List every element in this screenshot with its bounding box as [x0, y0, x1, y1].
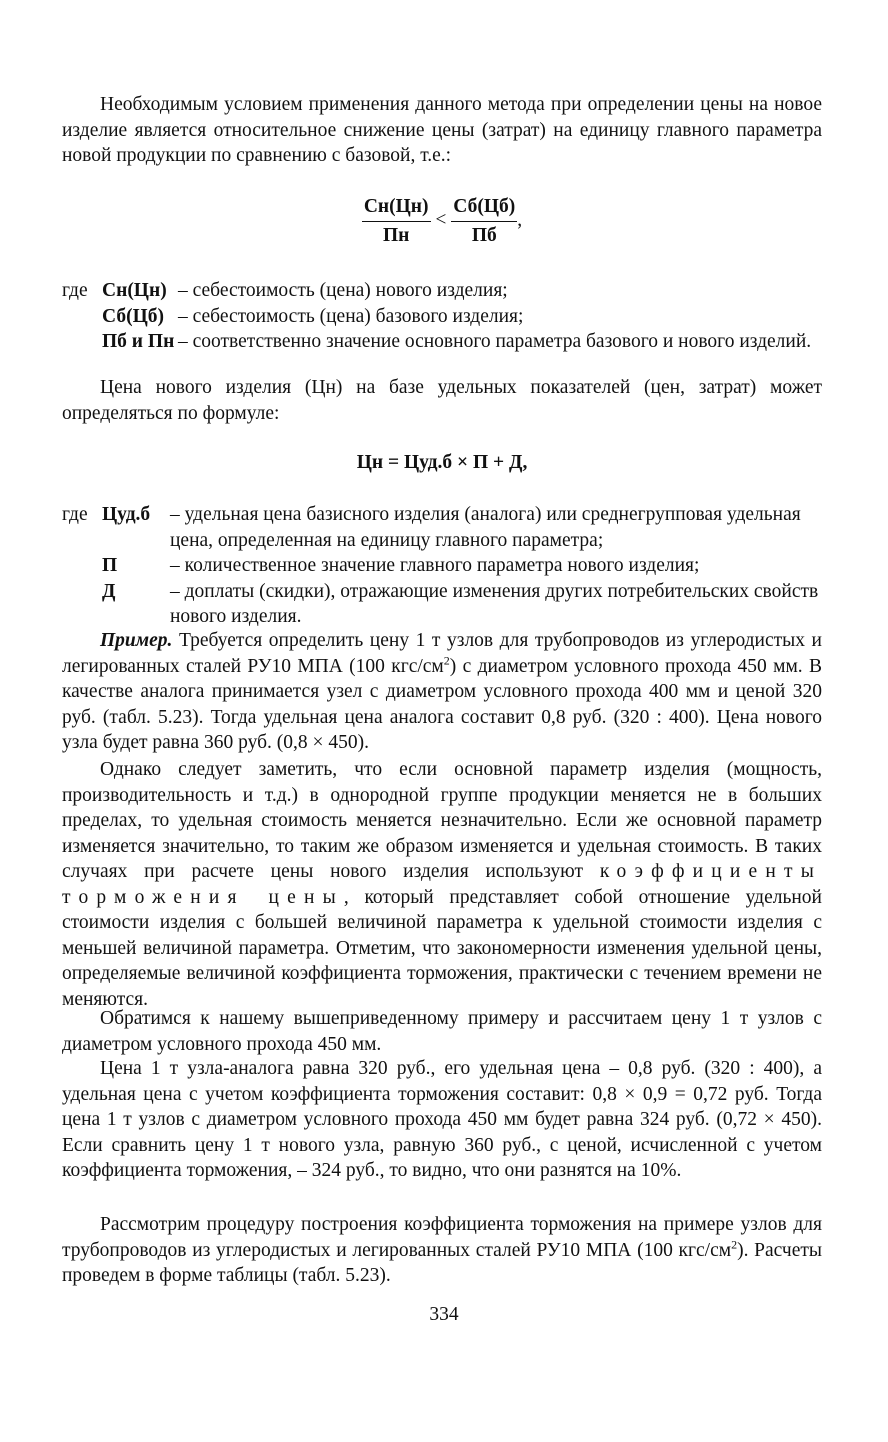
fraction-new-denominator: Пн [382, 224, 410, 246]
paragraph-recalc: Обратимся к нашему вышеприведенному примеру и рассчитаем цену 1 т узлов с диаметром условного прохода 450 мм. [62, 1008, 822, 1055]
formula-price: Цн = Цуд.б × П + Д, [356, 452, 528, 473]
paragraph-calculation: Цена 1 т узла-аналога равна 320 руб., его удельная цена – 0,8 руб. (320 : 400), а удельная цена с учетом коэффициента торможения составит: 0,8 × 0,9 = 0,72 руб. Тогда цена 1 т узлов с диаметром условного прохода 450 мм будет равна 324 руб. (0,72 × 450). Если сравнить цену 1 т нового узла, равную 360 руб., с ценой, исчисленной с учетом коэффициента торможения, – 324 руб., то видно, что они разнятся на 10%. [62, 1058, 822, 1181]
definition-item: Пб и Пн – соответственно значение основного параметра базового и нового изделий. [102, 331, 812, 352]
fraction-new [362, 194, 431, 248]
definitions-list-2 [62, 502, 822, 630]
paragraph-coefficient: Однако следует заметить, что если основной параметр изделия (мощность, производительность и т.д.) в однородной группе продукции меняется не в больших пределах, то удельная стоимость меняется незначительно. Если же основной параметр изменяется значительно, то таким же образом изменяется и удельная стоимость. В таких случаях при расчете цены нового изделия используют коэффициенты торможения цены, который представляет собой отношение удельной стоимости изделия с большей величиной параметра к удельной стоимости изделия с меньшей величиной параметра. Отметим, что закономерности изменения удельной цены, определяемые величиной коэффициента торможения, практически с течением времени не меняются. [62, 759, 822, 1010]
fraction-base-numerator: Сб(Цб) [451, 194, 517, 222]
definition-item: Д – доплаты (скидки), отражающие изменения других потребительских свойств нового изделия. [102, 580, 819, 627]
less-than-sign: < [435, 209, 447, 231]
fraction-base-denominator: Пб [471, 224, 497, 246]
definition-item: Сб(Цб) – себестоимость (цена) базового изделия; [102, 305, 524, 327]
fraction-new-numerator: Сн(Цн) [362, 194, 431, 222]
paragraph-procedure: Рассмотрим процедуру построения коэффициента торможения на примере узлов для трубопроводов из углеродистых и легированных сталей РУ10 МПА (100 кгс/$см^2$). Расчеты проведем в форме таблицы (табл. 5.23). [62, 1214, 823, 1286]
paragraph-example: Пример. Требуется определить цену 1 т узлов для трубопроводов из углеродистых и легированных сталей РУ10 МПА (100 кгс/$см^2$) с диаметром условного прохода 450 мм. В качестве аналога принимается узел с диаметром условного прохода 400 мм и ценой 320 руб. (табл. 5.23). Тогда удельная цена аналога составит 0,8 руб. (320 : 400). Цена нового узла будет равна 360 руб. (0,8 × 450). [62, 630, 822, 753]
spaced-term: коэффициенты торможения цены [62, 861, 822, 908]
definition-item: где Сн(Цн) – себестоимость (цена) нового изделия; [62, 280, 508, 301]
definition-item: где Цуд.б – удельная цена базисного изделия (аналога) или среднегрупповая удельная цена, определенная на единицу главного параметра; [62, 504, 801, 551]
example-label: Пример. [100, 630, 173, 651]
page-number: 334 [429, 1304, 459, 1325]
fraction-base [451, 194, 517, 248]
paragraph-formula-intro: Цена нового изделия (Цн) на базе удельных показателей (цен, затрат) может определяться по формуле: [62, 377, 822, 424]
paragraph-intro: Необходимым условием применения данного метода при определении цены на новое изделие является относительное снижение цены (затрат) на единицу главного параметра новой продукции по сравнению с базовой, т.е.: [62, 94, 822, 166]
formula-inequality: $\frac{Сн(Цн)}{Пн}$ < $\frac{Сб(Цб)}{Пб}$ , [62, 194, 822, 248]
definitions-list-1 [62, 278, 822, 355]
definition-item: П – количественное значение главного параметра нового изделия; [102, 555, 700, 576]
